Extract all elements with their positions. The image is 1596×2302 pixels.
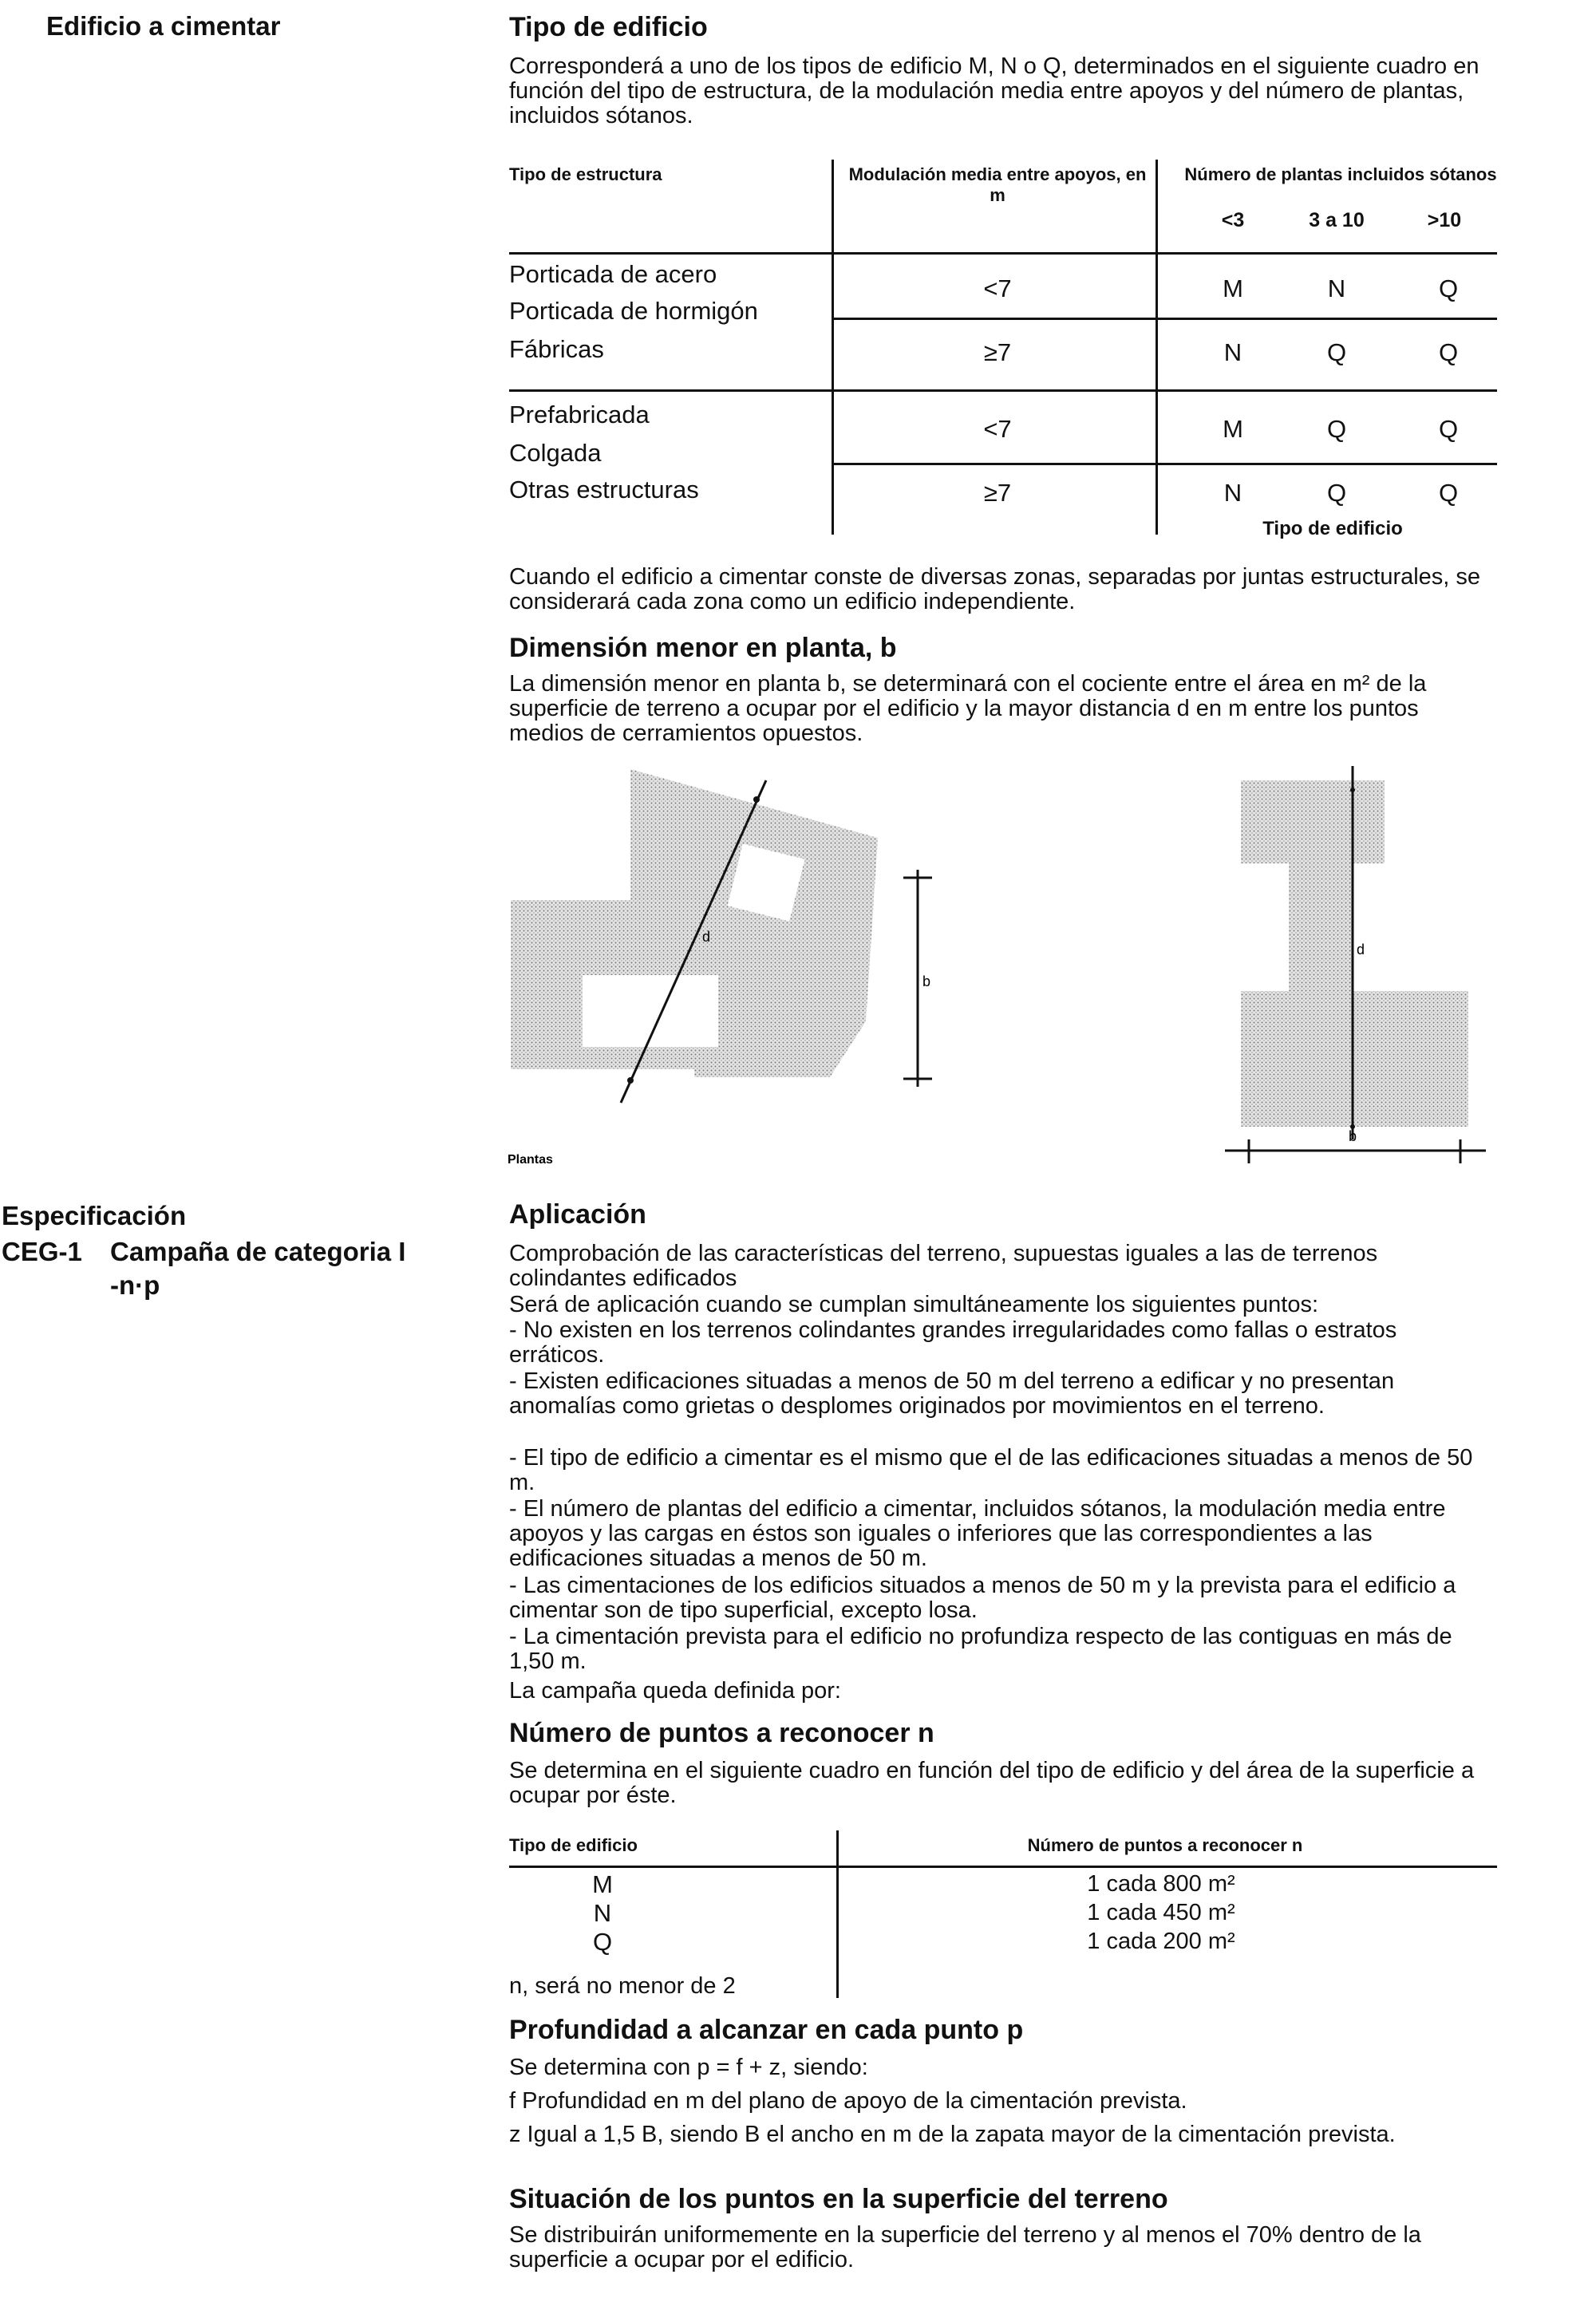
heading-numero-puntos: Número de puntos a reconocer n <box>509 1718 934 1748</box>
label-d-left: d <box>702 929 711 945</box>
aplicacion-intro: Comprobación de las características del terreno, supuestas iguales a las de terrenos colindantes edificados <box>509 1241 1378 1291</box>
table-vline <box>832 160 834 535</box>
tipo-cell: Q <box>592 1928 613 1956</box>
heading-profundidad: Profundidad a alcanzar en cada punto p <box>509 2015 1024 2045</box>
heading-tipo-edificio: Tipo de edificio <box>509 12 708 42</box>
table-rule <box>509 252 1497 255</box>
section-label-especificacion: Especificación <box>2 1201 187 1230</box>
aplicacion-bullet: - Existen edificaciones situadas a menos de 50 m del terreno a edificar y no presentan anomalías como grietas o desplomes originados por movimientos en el terreno. <box>509 1368 1395 1419</box>
caption-plantas: Plantas <box>508 1153 553 1167</box>
spec-code: CEG-1 <box>2 1237 82 1266</box>
estructura-cell: Prefabricada <box>509 401 650 428</box>
tipo-cell: Q <box>1438 338 1459 366</box>
header-3a10: 3 a 10 <box>1309 209 1365 231</box>
tipo-cell: N <box>1327 274 1346 302</box>
heading-dimension: Dimensión menor en planta, b <box>509 633 897 663</box>
table-rule <box>509 1866 1497 1868</box>
aplicacion-bullet: - La cimentación prevista para el edificio no profundiza respecto de las contiguas en más de 1,50 m. <box>509 1624 1452 1674</box>
tipo-cell: M <box>1223 274 1243 302</box>
header-lt3: <3 <box>1221 209 1245 231</box>
plan-left-shape <box>511 769 878 1077</box>
estructura-cell: Porticada de acero <box>509 260 717 288</box>
puntos-cell: 1 cada 450 m² <box>1087 1900 1235 1925</box>
spec-title: Campaña de categoria I <box>110 1237 406 1266</box>
header-numero-puntos: Número de puntos a reconocer n <box>1027 1835 1303 1855</box>
estructura-cell: Otras estructuras <box>509 476 699 503</box>
puntos-cell: 1 cada 200 m² <box>1087 1929 1235 1954</box>
tipo-cell: N <box>1223 338 1242 366</box>
heading-situacion: Situación de los puntos en la superficie del terreno <box>509 2184 1168 2214</box>
tipo-cell: Q <box>1326 415 1347 443</box>
aplicacion-bullet: - No existen en los terrenos colindantes grandes irregularidades como fallas o estratos erráticos. <box>509 1317 1397 1368</box>
modulacion-cell: <7 <box>983 415 1012 443</box>
header-gt10: >10 <box>1427 209 1462 231</box>
label-d-right: d <box>1357 942 1365 958</box>
header-tipo-estructura: Tipo de estructura <box>509 164 662 184</box>
tipo-cell: Q <box>1438 274 1459 302</box>
note-minimo-n: n, será no menor de 2 <box>509 1973 736 1999</box>
table-rule <box>509 389 1497 392</box>
section-label-edificio: Edificio a cimentar <box>46 11 281 41</box>
label-b-left: b <box>922 973 931 989</box>
aplicacion-bullet: - Las cimentaciones de los edificios situados a menos de 50 m y la prevista para el edificio a cimentar son de tipo superficial, excepto losa. <box>509 1573 1456 1623</box>
header-plantas: Número de plantas incluidos sótanos <box>1184 164 1497 184</box>
midpoint-marker <box>627 1077 634 1084</box>
paragraph-numero-puntos: Se determina en el siguiente cuadro en función del tipo de edificio y del área de la superficie a ocupar por éste. <box>509 1758 1475 1808</box>
modulacion-cell: <7 <box>983 274 1012 302</box>
aplicacion-intro2: Será de aplicación cuando se cumplan simultáneamente los siguientes puntos: <box>509 1292 1319 1317</box>
estructura-cell: Colgada <box>509 439 602 467</box>
aplicacion-closing: La campaña queda definida por: <box>509 1678 841 1704</box>
header-tipo-edificio: Tipo de edificio <box>509 1835 638 1855</box>
spec-np: -n·p <box>110 1270 160 1300</box>
puntos-cell: 1 cada 800 m² <box>1087 1871 1235 1897</box>
table-vline <box>836 1830 839 1998</box>
table-vline <box>1156 160 1158 535</box>
midpoint-marker <box>1350 788 1355 792</box>
tipo-cell: N <box>1223 479 1242 507</box>
tipo-cell: N <box>593 1899 612 1927</box>
paragraph-tipo-edificio: Corresponderá a uno de los tipos de edificio M, N o Q, determinados en el siguiente cuadro en función del tipo de estructura, de la modulación media entre apoyos y del número de plantas, incluidos sótanos. <box>509 53 1479 128</box>
header-modulacion: Modulación media entre apoyos, en m <box>848 164 1147 205</box>
tipo-cell: M <box>1223 415 1243 443</box>
table-footer-tipo: Tipo de edificio <box>1262 518 1403 539</box>
estructura-cell: Porticada de hormigón <box>509 297 758 325</box>
paragraph-situacion: Se distribuirán uniformemente en la superficie del terreno y al menos el 70% dentro de la superficie a ocupar por el edificio. <box>509 2222 1421 2272</box>
plantas-figure <box>503 758 1500 1173</box>
profundidad-formula: Se determina con p = f + z, siendo: <box>509 2055 868 2080</box>
tipo-cell: Q <box>1438 479 1459 507</box>
estructura-cell: Fábricas <box>509 335 604 363</box>
profundidad-f: f Profundidad en m del plano de apoyo de la cimentación prevista. <box>509 2088 1187 2114</box>
table-rule <box>832 318 1497 320</box>
note-juntas: Cuando el edificio a cimentar conste de diversas zonas, separadas por juntas estructurales, se considerará cada zona como un edificio independiente. <box>509 564 1481 614</box>
table-rule <box>832 463 1497 465</box>
modulacion-cell: ≥7 <box>983 479 1012 507</box>
tipo-cell: Q <box>1326 479 1347 507</box>
tipo-cell: Q <box>1438 415 1459 443</box>
heading-aplicacion: Aplicación <box>509 1199 646 1230</box>
aplicacion-bullet: - El tipo de edificio a cimentar es el mismo que el de las edificaciones situadas a menos de 50 m. <box>509 1445 1473 1495</box>
paragraph-dimension: La dimensión menor en planta b, se determinará con el cociente entre el área en m² de la superficie de terreno a ocupar por el edificio y la mayor distancia d en m entre los puntos medios de cerramientos opuestos. <box>509 671 1427 746</box>
tipo-cell: M <box>592 1870 613 1898</box>
tipo-cell: Q <box>1326 338 1347 366</box>
label-b-right: b <box>1349 1128 1357 1144</box>
plan-right-shape <box>1241 780 1468 1127</box>
modulacion-cell: ≥7 <box>983 338 1012 366</box>
midpoint-marker <box>753 796 760 803</box>
aplicacion-bullet: - El número de plantas del edificio a cimentar, incluidos sótanos, la modulación media entre apoyos y las cargas en éstos son iguales o inferiores que las correspondientes a las edificaciones situadas a menos de 50 m. <box>509 1496 1446 1571</box>
profundidad-z: z Igual a 1,5 B, siendo B el ancho en m de la zapata mayor de la cimentación prevista. <box>509 2122 1396 2147</box>
